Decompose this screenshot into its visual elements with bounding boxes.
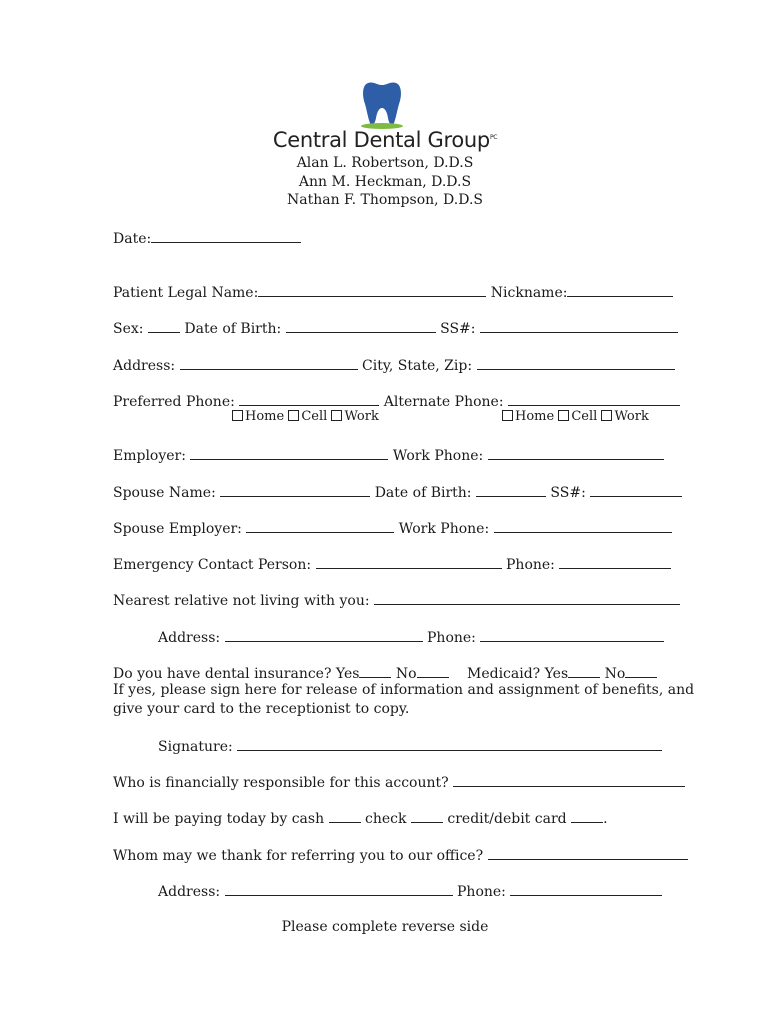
spouse-employer-row xyxy=(113,518,672,538)
insurance-no-field[interactable] xyxy=(417,663,449,678)
sex-field[interactable] xyxy=(148,318,180,333)
employer-field[interactable] xyxy=(190,445,388,460)
relative-address-label: Address: xyxy=(158,630,221,646)
tooth-logo-icon xyxy=(360,80,404,130)
city-state-zip-label: City, State, Zip: xyxy=(362,358,473,374)
signature-row xyxy=(158,736,662,756)
spouse-name-field[interactable] xyxy=(220,482,370,497)
referral-address-field[interactable] xyxy=(225,881,453,896)
brand-name: Central Dental Group$^{PC}$ xyxy=(272,128,498,152)
cell-checkbox[interactable] xyxy=(288,410,299,421)
dob-field[interactable] xyxy=(286,318,436,333)
referral-address-row xyxy=(158,881,662,901)
medicaid-no-label: No xyxy=(604,666,626,682)
relative-row xyxy=(113,590,680,610)
spouse-employer-label: Spouse Employer: xyxy=(113,521,242,537)
medicaid-yes-field[interactable] xyxy=(568,663,600,678)
referral-address-label: Address: xyxy=(158,884,221,900)
spouse-ssn-label: SS#: xyxy=(550,485,586,501)
employer-row xyxy=(113,445,664,465)
employer-label: Employer: xyxy=(113,448,186,464)
payment-cash-field[interactable] xyxy=(329,808,361,823)
medicaid-yes-label: Yes xyxy=(544,666,569,682)
nickname-field[interactable] xyxy=(567,282,673,297)
dentist-2: Ann M. Heckman, D.D.S xyxy=(298,174,472,190)
dentist-1: Alan L. Robertson, D.D.S xyxy=(296,155,474,171)
insurance-row xyxy=(113,663,449,683)
medicaid-question: Medicaid? xyxy=(467,666,541,682)
payment-card-label: credit/debit card xyxy=(447,811,567,827)
emergency-phone-field[interactable] xyxy=(559,554,671,569)
work-label: Work xyxy=(614,409,649,424)
referral-phone-label: Phone: xyxy=(457,884,506,900)
cell-label: Cell xyxy=(571,409,598,424)
payment-row xyxy=(113,808,608,828)
insurance-yes-label: Yes xyxy=(335,666,360,682)
brand-suffix: PC xyxy=(489,134,498,141)
relative-address-row xyxy=(158,627,664,647)
nearest-relative-label: Nearest relative not living with you: xyxy=(113,593,370,609)
referral-phone-field[interactable] xyxy=(510,881,662,896)
signature-label: Signature: xyxy=(158,739,233,755)
date-field[interactable] xyxy=(151,228,301,243)
referral-label: Whom may we thank for referring you to our office? xyxy=(113,848,484,864)
work-phone-field[interactable] xyxy=(488,445,664,460)
dentist-3: Nathan F. Thompson, D.D.S xyxy=(287,192,483,208)
payment-period: . xyxy=(603,811,608,827)
legal-name-field[interactable] xyxy=(258,282,486,297)
medicaid-no-field[interactable] xyxy=(625,663,657,678)
financial-row xyxy=(113,772,685,792)
spouse-row xyxy=(113,482,682,502)
legal-name-label: Patient Legal Name: xyxy=(113,285,259,301)
emergency-phone-label: Phone: xyxy=(506,557,555,573)
spouse-work-phone-field[interactable] xyxy=(494,518,672,533)
legal-name-row xyxy=(113,282,673,302)
footer-note: Please complete reverse side xyxy=(281,919,489,935)
address-field[interactable] xyxy=(180,355,358,370)
cell-checkbox[interactable] xyxy=(558,410,569,421)
insurance-question: Do you have dental insurance? xyxy=(113,666,332,682)
nearest-relative-field[interactable] xyxy=(374,590,680,605)
phone-row xyxy=(113,391,680,411)
insurance-no-label: No xyxy=(395,666,417,682)
spouse-ssn-field[interactable] xyxy=(590,482,682,497)
home-checkbox[interactable] xyxy=(232,410,243,421)
payment-card-field[interactable] xyxy=(571,808,603,823)
sex-dob-row xyxy=(113,318,678,338)
payment-check-label: check xyxy=(365,811,407,827)
city-state-zip-field[interactable] xyxy=(477,355,675,370)
ssn-label: SS#: xyxy=(440,321,476,337)
home-label: Home xyxy=(515,409,555,424)
preferred-phone-types xyxy=(232,409,379,424)
cell-label: Cell xyxy=(301,409,328,424)
ssn-field[interactable] xyxy=(480,318,678,333)
preferred-phone-label: Preferred Phone: xyxy=(113,394,235,410)
sex-label: Sex: xyxy=(113,321,144,337)
emergency-contact-label: Emergency Contact Person: xyxy=(113,557,312,573)
relative-phone-label: Phone: xyxy=(427,630,476,646)
payment-check-field[interactable] xyxy=(411,808,443,823)
alternate-phone-label: Alternate Phone: xyxy=(383,394,504,410)
work-label: Work xyxy=(344,409,379,424)
alternate-phone-field[interactable] xyxy=(508,391,680,406)
date-row xyxy=(113,228,301,248)
financial-label: Who is financially responsible for this account? xyxy=(113,775,449,791)
emergency-contact-field[interactable] xyxy=(316,554,502,569)
spouse-dob-field[interactable] xyxy=(476,482,546,497)
address-row xyxy=(113,355,675,375)
insurance-note-line-1: If yes, please sign here for release of information and assignment of benefits, and xyxy=(113,682,695,698)
medicaid-row xyxy=(467,663,657,683)
date-label: Date: xyxy=(113,231,152,247)
spouse-work-phone-label: Work Phone: xyxy=(398,521,490,537)
work-checkbox[interactable] xyxy=(601,410,612,421)
emergency-row xyxy=(113,554,671,574)
relative-address-field[interactable] xyxy=(225,627,423,642)
referral-field[interactable] xyxy=(488,845,688,860)
home-checkbox[interactable] xyxy=(502,410,513,421)
work-checkbox[interactable] xyxy=(331,410,342,421)
address-label: Address: xyxy=(113,358,176,374)
relative-phone-field[interactable] xyxy=(480,627,664,642)
referral-row xyxy=(113,845,688,865)
payment-cash-label: I will be paying today by cash xyxy=(113,811,325,827)
home-label: Home xyxy=(245,409,285,424)
insurance-yes-field[interactable] xyxy=(359,663,391,678)
spouse-employer-field[interactable] xyxy=(246,518,394,533)
alternate-phone-types xyxy=(502,409,649,424)
insurance-note-line-2: give your card to the receptionist to copy. xyxy=(113,701,410,717)
spouse-name-label: Spouse Name: xyxy=(113,485,216,501)
preferred-phone-field[interactable] xyxy=(239,391,379,406)
spouse-dob-label: Date of Birth: xyxy=(374,485,472,501)
financial-field[interactable] xyxy=(453,772,685,787)
signature-field[interactable] xyxy=(237,736,662,751)
dob-label: Date of Birth: xyxy=(184,321,282,337)
work-phone-label: Work Phone: xyxy=(392,448,484,464)
nickname-label: Nickname: xyxy=(490,285,568,301)
